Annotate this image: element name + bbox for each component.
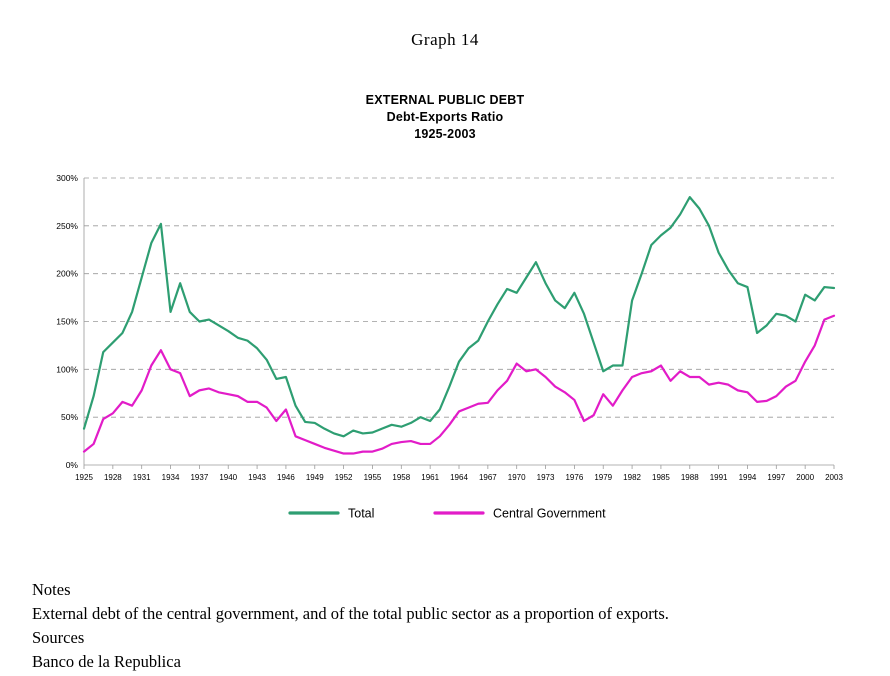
legend-label: Total (348, 506, 375, 521)
svg-text:1952: 1952 (334, 473, 353, 482)
svg-text:1925: 1925 (75, 473, 93, 482)
svg-text:1976: 1976 (565, 473, 584, 482)
svg-text:1979: 1979 (594, 473, 613, 482)
svg-text:0%: 0% (65, 460, 78, 470)
svg-text:1961: 1961 (421, 473, 440, 482)
line-chart (40, 168, 850, 538)
page-title: Graph 14 (411, 30, 479, 49)
svg-text:300%: 300% (56, 173, 78, 183)
svg-text:1928: 1928 (103, 473, 122, 482)
svg-text:1985: 1985 (652, 473, 670, 482)
sources-heading: Sources (32, 628, 85, 647)
chart-title-block (0, 92, 890, 143)
svg-text:1946: 1946 (277, 473, 295, 482)
svg-text:1937: 1937 (190, 473, 209, 482)
svg-text:1949: 1949 (305, 473, 324, 482)
notes-heading: Notes (32, 580, 71, 599)
notes-block (32, 578, 669, 674)
sources-text: Banco de la Republica (32, 652, 181, 671)
svg-text:100%: 100% (56, 364, 78, 375)
svg-text:1991: 1991 (709, 473, 728, 482)
svg-text:1973: 1973 (536, 473, 555, 482)
svg-text:2003: 2003 (825, 473, 843, 482)
notes-text: External debt of the central government, and of the total public sector as a proportion of exports. (32, 604, 669, 623)
svg-text:250%: 250% (56, 220, 78, 231)
chart-subtitle: Debt-Exports Ratio (386, 110, 504, 124)
svg-text:1931: 1931 (132, 473, 151, 482)
svg-text:1940: 1940 (219, 473, 238, 482)
chart-title: EXTERNAL PUBLIC DEBT (365, 93, 525, 107)
svg-text:1934: 1934 (161, 473, 180, 482)
svg-text:1994: 1994 (738, 473, 757, 482)
svg-text:200%: 200% (56, 268, 78, 279)
chart-period: 1925-2003 (414, 127, 476, 141)
svg-text:1964: 1964 (450, 473, 468, 482)
svg-text:1955: 1955 (363, 473, 382, 482)
svg-text:1967: 1967 (478, 473, 497, 482)
svg-text:50%: 50% (60, 412, 78, 423)
chart-container (40, 168, 850, 538)
svg-text:1982: 1982 (623, 473, 641, 482)
svg-text:1970: 1970 (507, 473, 526, 482)
svg-text:1958: 1958 (392, 473, 411, 482)
svg-text:1988: 1988 (680, 473, 699, 482)
svg-text:1997: 1997 (767, 473, 786, 482)
svg-text:2000: 2000 (796, 473, 815, 482)
svg-text:150%: 150% (56, 316, 78, 327)
svg-text:1943: 1943 (248, 473, 266, 482)
legend-label: Central Government (493, 506, 606, 521)
